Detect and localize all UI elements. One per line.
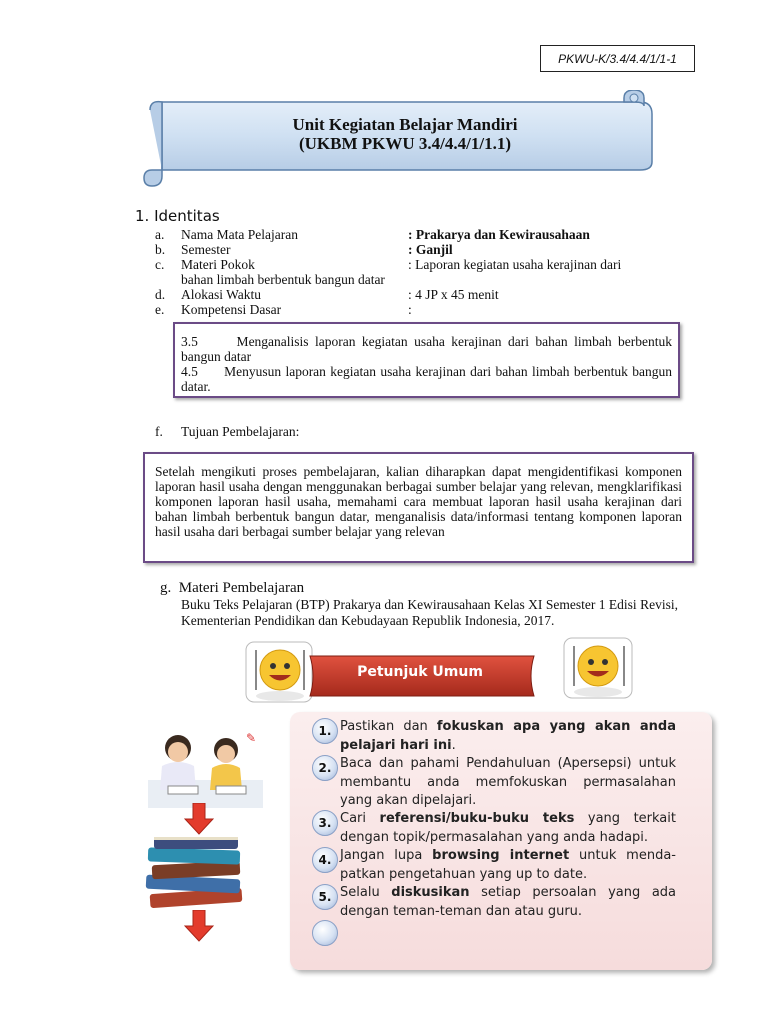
title-line-2: (UKBM PKWU 3.4/4.4/1/1.1): [298, 134, 511, 153]
students-reading-illustration: [148, 720, 263, 810]
smiley-eating-icon-right: [562, 636, 634, 700]
step-number-2: 2.: [312, 755, 338, 781]
tujuan-box: [143, 452, 694, 563]
kompetensi-dasar-box: [173, 322, 680, 398]
row-c-value: : Laporan kegiatan usaha kerajinan dari: [408, 257, 622, 272]
identitas-heading: 1. Identitas: [135, 207, 220, 225]
tujuan-label: Tujuan Pembelajaran:: [181, 424, 300, 439]
svg-text:✎: ✎: [246, 731, 257, 745]
row-c-letter: c.: [155, 257, 165, 272]
step-number-empty: [312, 920, 338, 946]
row-c-continuation: bahan limbah berbentuk bangun datar: [181, 272, 385, 287]
step-2-text: Baca dan pahami Pendahuluan (Apersepsi) untuk membantu anda memfokuskan permasalahan yang akan dipelajari.: [340, 756, 676, 808]
row-e-value: :: [408, 302, 412, 317]
row-e-letter: e.: [155, 302, 165, 317]
row-e-label: Kompetensi Dasar: [181, 302, 282, 317]
arrow-down-icon-2: [184, 910, 214, 942]
tujuan-text: Setelah mengikuti proses pembelajaran, kalian diharapkan dapat mengidentifikasi komponen laporan hasil usaha dengan menggunakan berbagai sumber belajar yang relevan, mengklarifikasi komponen laporan hasil usaha, memahami cara membuat laporan hasil usaha kerajinan dari bahan limbah berbentuk bangun datar, menganalisis data/informasi tentang komponen laporan hasil usaha dari berbagai sumber belajar yang relevan: [155, 464, 682, 539]
tujuan-letter: f.: [155, 424, 163, 439]
row-a-letter: a.: [155, 227, 165, 242]
title-line-1: Unit Kegiatan Belajar Mandiri: [292, 115, 518, 134]
step-5-text: Selalu diskusikan setiap persoalan yang ada dengan teman-teman dan atau guru.: [340, 885, 677, 919]
materi-text: Buku Teks Pelajaran (BTP) Prakarya dan Kewirausahaan Kelas XI Semester 1 Edisi Revisi, Kementerian Pendidikan dan Kebudayaan Republik Indonesia, 2017.: [181, 597, 678, 628]
step-number-1: 1.: [312, 718, 338, 744]
row-a-label: Nama Mata Pelajaran: [181, 227, 298, 242]
kd-3-5: 3.5 Menganalisis laporan kegiatan usaha kerajinan dari bahan limbah berbentuk bangun datar: [181, 334, 676, 364]
row-d-value: : 4 JP x 45 menit: [408, 287, 499, 302]
materi-heading: g. Materi Pembelajaran: [160, 580, 305, 596]
row-d-letter: d.: [155, 287, 166, 302]
row-c-label: Materi Pokok: [181, 257, 255, 272]
row-d-label: Alokasi Waktu: [181, 287, 262, 302]
row-b-letter: b.: [155, 242, 166, 257]
document-code: PKWU-K/3.4/4.4/1/1-1: [540, 45, 695, 72]
step-number-4: 4.: [312, 847, 338, 873]
books-stack-illustration: [140, 833, 250, 913]
row-b-label: Semester: [181, 242, 231, 257]
step-number-3: 3.: [312, 810, 338, 836]
step-4-text: Jangan lupa browsing internet untuk menda-patkan pengetahuan yang up to date.: [340, 848, 676, 882]
row-a-value: : Prakarya dan Kewirausahaan: [408, 227, 590, 242]
arrow-down-icon-1: [184, 803, 214, 835]
petunjuk-title: Petunjuk Umum: [357, 664, 483, 680]
step-number-5: 5.: [312, 884, 338, 910]
step-1-text: Pastikan dan fokuskan apa yang akan anda pelajari hari ini.: [340, 719, 676, 753]
row-b-value: : Ganjil: [408, 242, 453, 257]
kd-4-5: 4.5 Menyusun laporan kegiatan usaha kerajinan dari bahan limbah berbentuk bangun datar.: [181, 364, 676, 394]
page-title: [175, 115, 635, 153]
step-3-text: Cari referensi/buku-buku teks yang terkait dengan topik/permasalahan yang anda hadapi.: [340, 811, 676, 845]
